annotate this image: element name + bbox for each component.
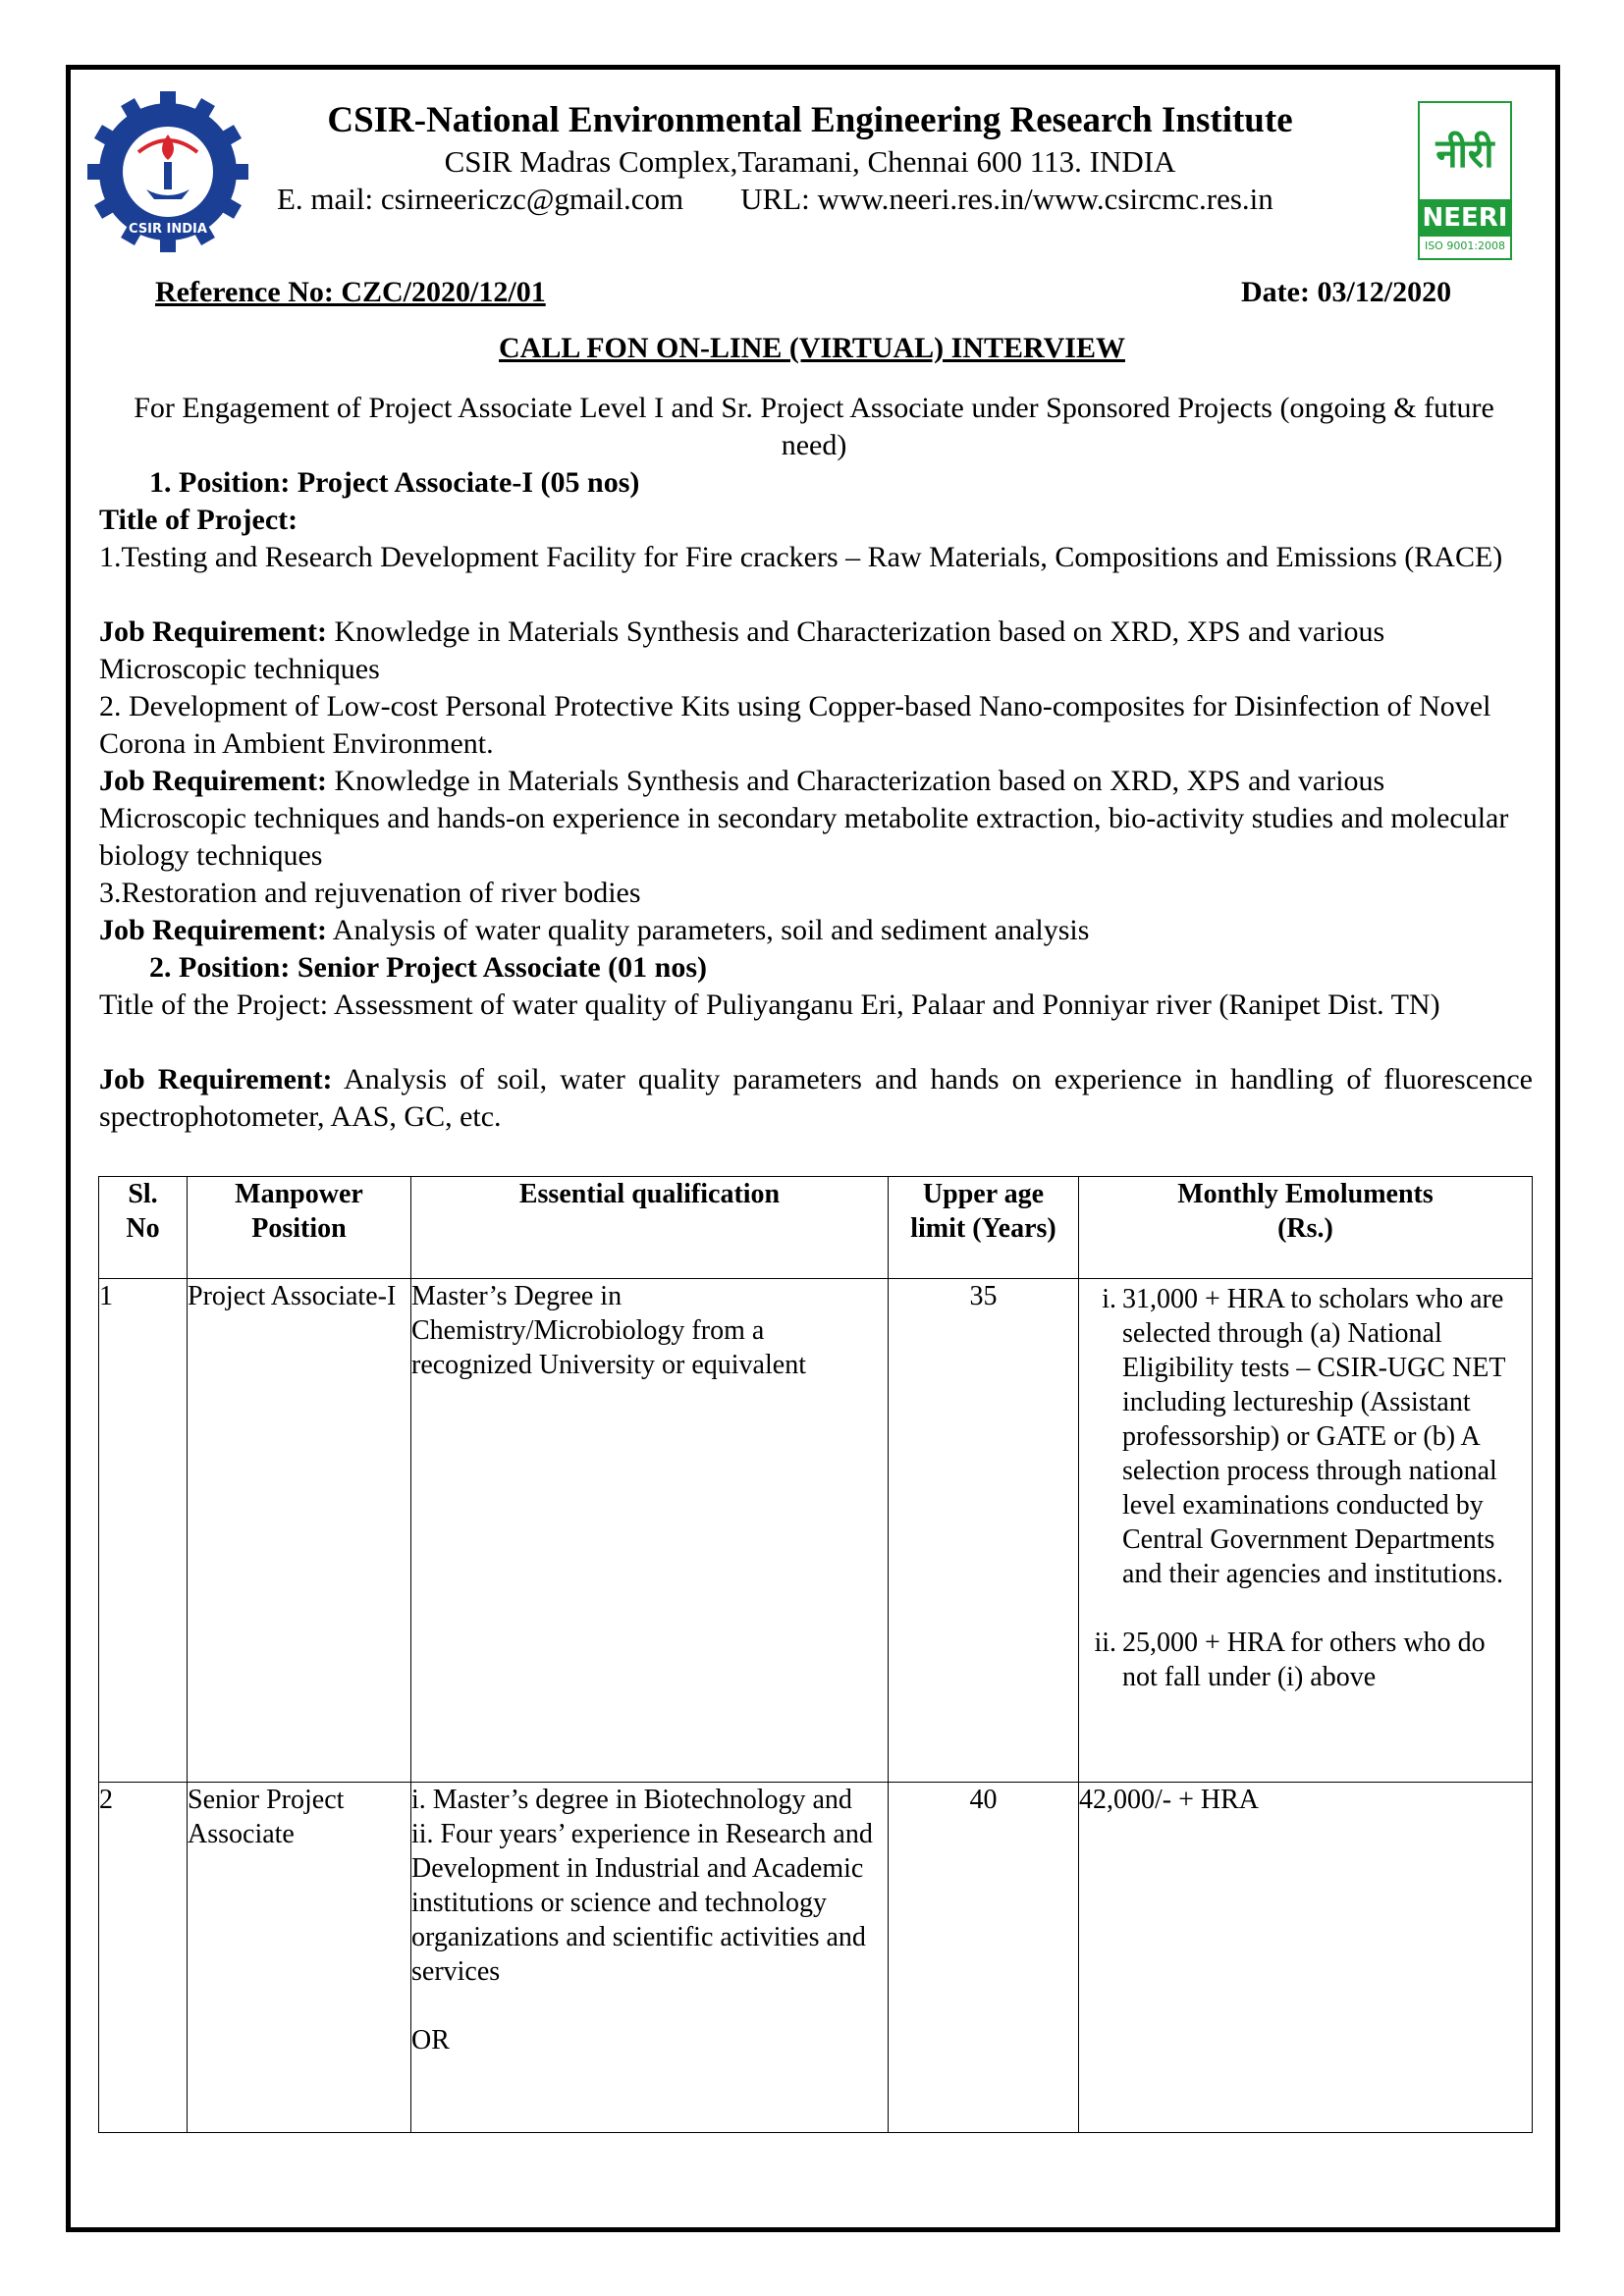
project2-title: 2. Development of Low-cost Personal Protective Kits using Copper-based Nano-composites for Disinfection of Novel Corona in Ambient Environment. — [99, 690, 1491, 760]
row1-emoluments — [1079, 1279, 1533, 1783]
header-essential-qualification: Essential qualification — [411, 1177, 889, 1279]
position1-title-label: Title of Project: — [99, 504, 298, 536]
job-req-text: Knowledge in Materials Synthesis and Characterization based on XRD, XPS and various Microscopic techniques — [99, 615, 1385, 685]
emolument-option-i: i. 31,000 + HRA to scholars who are selected through (a) National Eligibility tests – CSIR-UGC NET including lectureship (Assistant professorship) or GATE or (b) A selection process through national level examinations conducted by Central Government Departments and their agencies and institutions. — [1102, 1284, 1505, 1589]
header-manpower-position: Manpower Position — [188, 1177, 411, 1279]
project3-title: 3.Restoration and rejuvenation of river bodies — [99, 877, 641, 909]
header-monthly-emoluments: Monthly Emoluments (Rs.) — [1079, 1177, 1533, 1279]
row1-position: Project Associate-I — [188, 1279, 411, 1783]
position2-title: Title of the Project: Assessment of water quality of Puliyanganu Eri, Palaar and Ponniyar river (Ranipet Dist. TN) — [99, 988, 1440, 1021]
project1-requirement — [99, 614, 1533, 688]
row2-emoluments: 42,000/- + HRA — [1079, 1783, 1533, 2133]
document-date: Date: 03/12/2020 — [1241, 276, 1452, 308]
position2-requirement — [99, 1061, 1533, 1136]
neeri-logo-name: NEERI — [1420, 199, 1510, 237]
job-req-text: Knowledge in Materials Synthesis and Characterization based on XRD, XPS and various Microscopic techniques and hands-on experience in secondary metabolite extraction, bio-activity studies and molecular biology techniques — [99, 765, 1509, 872]
row2-age: 40 — [889, 1783, 1079, 2133]
csir-logo-text: CSIR INDIA — [129, 222, 207, 237]
job-req-label: Job Requirement: — [99, 914, 327, 946]
neeri-logo — [1418, 101, 1512, 260]
qualifications-table — [98, 1176, 1533, 2133]
project1-title: 1.Testing and Research Development Facility for Fire crackers – Raw Materials, Compositions and Emissions (RACE) — [99, 541, 1503, 573]
institute-email: E. mail: csirneericzc@gmail.com — [277, 182, 684, 216]
row1-qualification: Master’s Degree in Chemistry/Microbiology from a recognized University or equivalent — [411, 1279, 889, 1783]
qualification-ii: ii. Four years’ experience in Research and Development in Industrial and Academic institutions or science and technology organizations and scientific activities and services — [411, 1819, 873, 1987]
neeri-logo-iso: ISO 9001:2008 — [1424, 240, 1506, 252]
header-upper-age-limit: Upper age limit (Years) — [889, 1177, 1079, 1279]
project3-requirement — [99, 912, 1533, 949]
job-req-label: Job Requirement: — [99, 765, 327, 797]
job-req-label: Job Requirement: — [99, 615, 327, 648]
job-req-label: Job Requirement: — [99, 1063, 333, 1095]
intro-text: For Engagement of Project Associate Level I and Sr. Project Associate under Sponsored Projects (ongoing & future need) — [134, 392, 1494, 461]
job-req-text: Analysis of soil, water quality parameters and hands on experience in handling of fluorescence spectrophotometer, AAS, GC, etc. — [99, 1063, 1533, 1133]
institute-name: CSIR-National Environmental Engineering Research Institute — [327, 100, 1293, 140]
institute-contact — [277, 181, 1367, 218]
table-row — [99, 1783, 1533, 2133]
row2-qualification — [411, 1783, 889, 2133]
row2-position: Senior Project Associate — [188, 1783, 411, 2133]
table-row — [99, 1279, 1533, 1783]
qualification-i: i. Master’s degree in Biotechnology and — [411, 1785, 852, 1815]
institute-url: URL: www.neeri.res.in/www.csircmc.res.in — [740, 182, 1273, 216]
neeri-logo-script: नीरी — [1435, 131, 1494, 177]
position1-heading: 1. Position: Project Associate-I (05 nos) — [149, 466, 640, 499]
institute-address: CSIR Madras Complex,Taramani, Chennai 600 113. INDIA — [444, 144, 1176, 179]
qualification-or: OR — [411, 2025, 450, 2056]
reference-number: Reference No: CZC/2020/12/01 — [155, 276, 546, 308]
position2-heading: 2. Position: Senior Project Associate (01 nos) — [149, 951, 707, 984]
row2-sl: 2 — [99, 1783, 188, 2133]
project2-requirement — [99, 763, 1533, 875]
emolument-option-ii: ii. 25,000 + HRA for others who do not fall under (i) above — [1094, 1628, 1486, 1692]
row1-sl: 1 — [99, 1279, 188, 1783]
job-req-text: Analysis of water quality parameters, soil and sediment analysis — [326, 914, 1090, 946]
csir-logo — [86, 90, 249, 253]
document-heading: CALL FON ON-LINE (VIRTUAL) INTERVIEW — [499, 332, 1125, 364]
header-sl-no: Sl. No — [99, 1177, 188, 1279]
table-header-row — [99, 1177, 1533, 1279]
row1-age: 35 — [889, 1279, 1079, 1783]
